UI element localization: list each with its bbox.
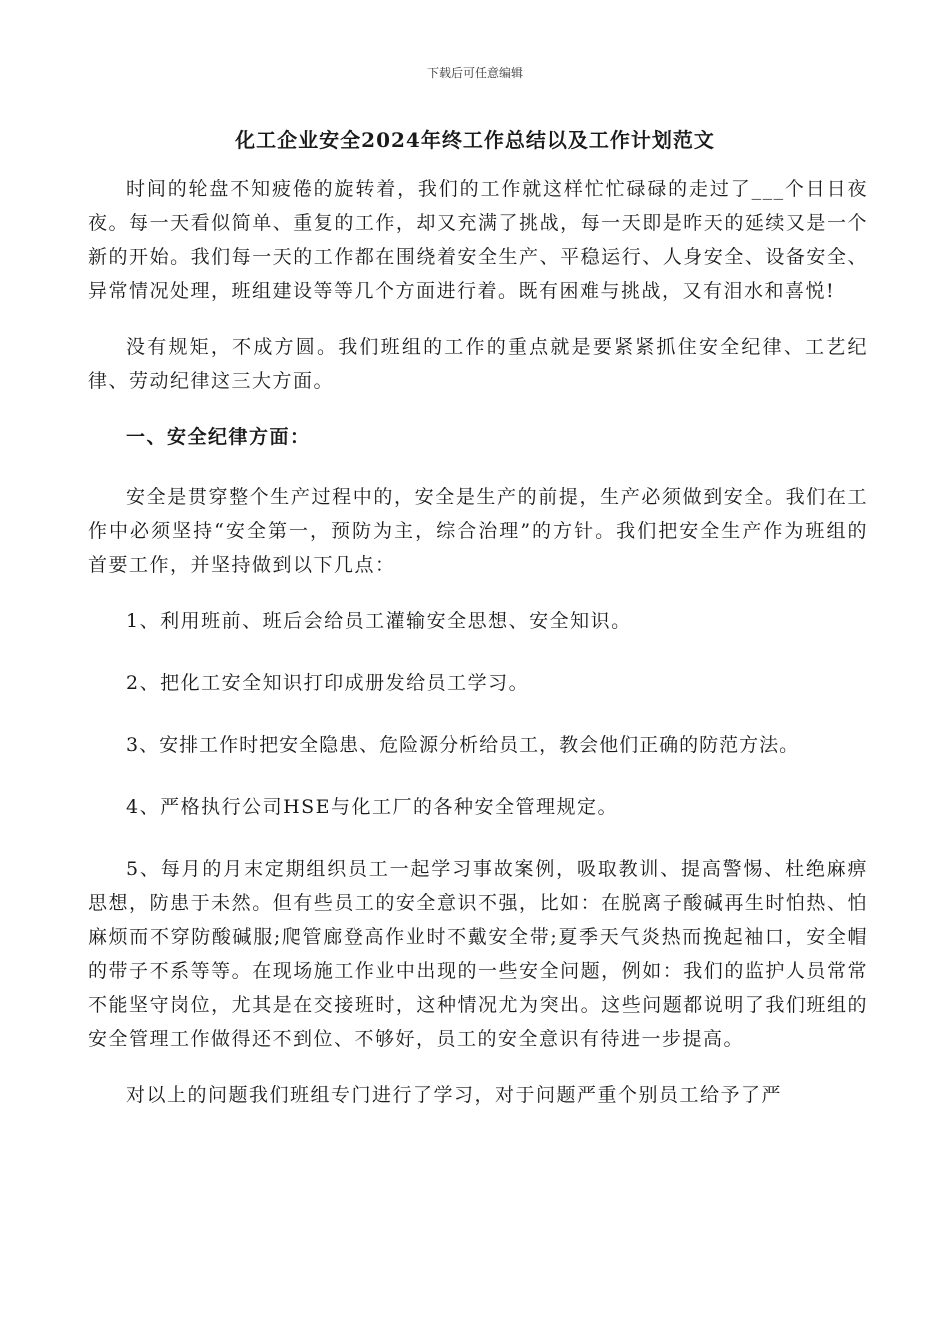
paragraph-intro: 时间的轮盘不知疲倦的旋转着，我们的工作就这样忙忙碌碌的走过了___个日日夜夜。每一天看似简单、重复的工作，却又充满了挑战，每一天即是昨天的延续又是一个新的开始。我们每一天的工作都在围绕着安全生产、平稳运行、人身安全、设备安全、异常情况处理，班组建设等等几个方面进行着。既有困难与挑战，又有泪水和喜悦! <box>88 178 868 302</box>
document-body <box>88 172 868 1134</box>
list-item-5: 5、每月的月末定期组织员工一起学习事故案例，吸取教训、提高警惕、杜绝麻痹思想，防患于未然。但有些员工的安全意识不强，比如：在脱离子酸碱再生时怕热、怕麻烦而不穿防酸碱服;爬管廊登高作业时不戴安全带;夏季天气炎热而挽起袖口，安全帽的带子不系等等。在现场施工作业中出现的一些安全问题，例如：我们的监护人员常常不能坚守岗位，尤其是在交接班时，这种情况尤为突出。这些问题都说明了我们班组的安全管理工作做得还不到位、不够好，员工的安全意识有待进一步提高。 <box>88 858 868 1050</box>
list-item-4: 4、严格执行公司HSE与化工厂的各种安全管理规定。 <box>126 796 619 818</box>
paragraph-followup: 对以上的问题我们班组专门进行了学习，对于问题严重个别员工给予了严 <box>126 1084 783 1106</box>
paragraph-rules: 没有规矩，不成方圆。我们班组的工作的重点就是要紧紧抓住安全纪律、工艺纪律、劳动纪律这三大方面。 <box>88 336 868 392</box>
header-note: 下载后可任意编辑 <box>426 66 523 80</box>
list-item-3: 3、安排工作时把安全隐患、危险源分析给员工，教会他们正确的防范方法。 <box>126 734 800 756</box>
document-title: 化工企业安全2024年终工作总结以及工作计划范文 <box>235 128 715 152</box>
list-item-2: 2、把化工安全知识打印成册发给员工学习。 <box>126 672 530 694</box>
section-heading-safety: 一、安全纪律方面： <box>126 426 311 448</box>
list-item-1: 1、利用班前、班后会给员工灌输安全思想、安全知识。 <box>126 610 632 632</box>
paragraph-safety-principle: 安全是贯穿整个生产过程中的，安全是生产的前提，生产必须做到安全。我们在工作中必须坚持“安全第一，预防为主，综合治理”的方针。我们把安全生产作为班组的首要工作，并坚持做到以下几点： <box>88 486 868 576</box>
